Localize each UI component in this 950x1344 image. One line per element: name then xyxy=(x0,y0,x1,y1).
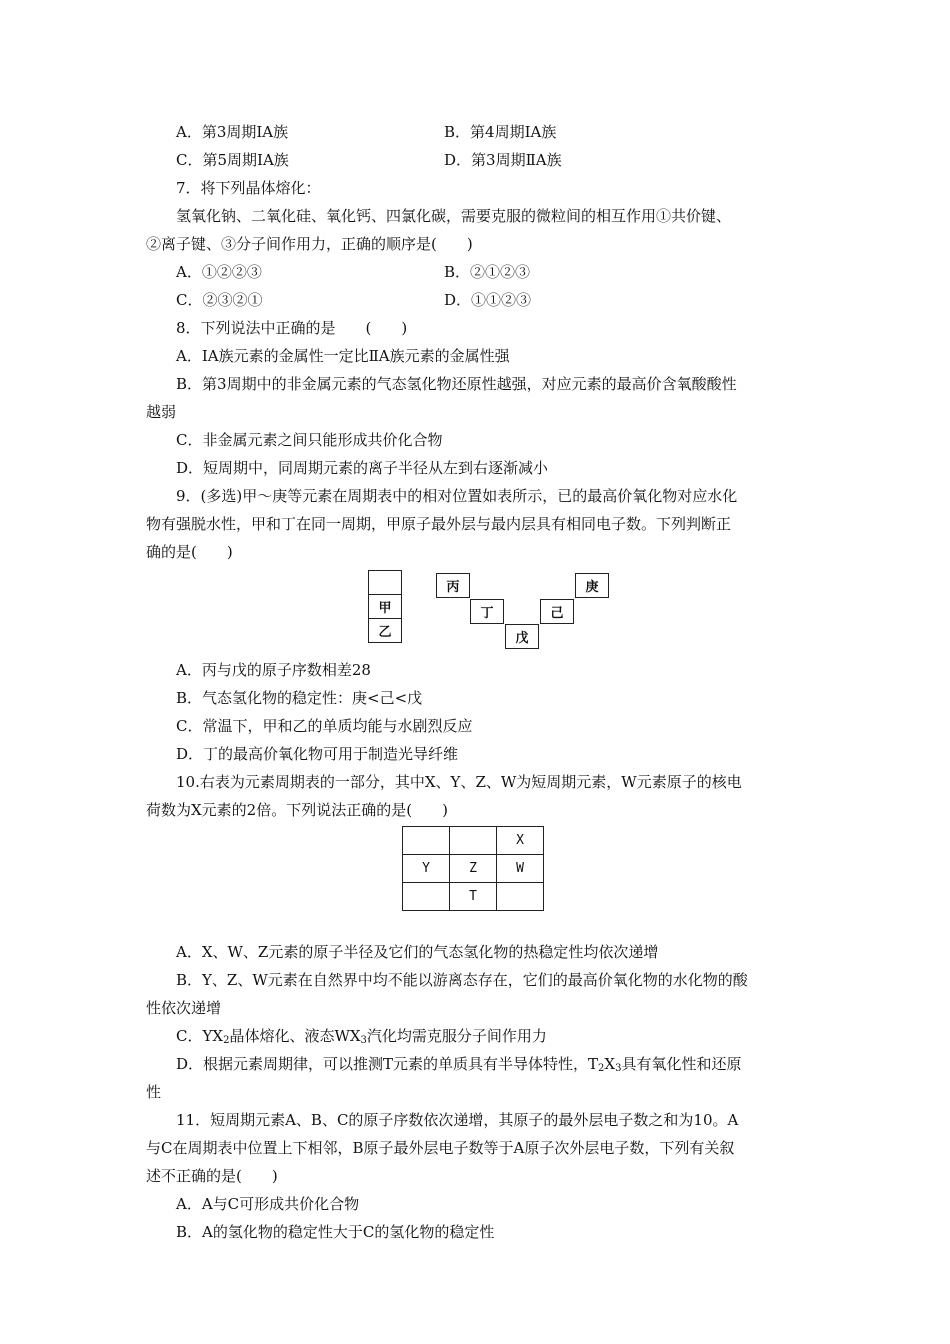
table-row xyxy=(403,855,544,883)
q7-text-line1: 氢氧化钠、二氧化硅、氧化钙、四氯化碳，需要克服的微粒间的相互作用①共价键、 xyxy=(176,207,732,225)
q10-option-c-text3: 汽化均需克服分子间作用力 xyxy=(366,1027,547,1045)
table-cell xyxy=(497,883,544,911)
element-table xyxy=(402,826,544,911)
q10-option-c-text2: 晶体熔化、液态WX xyxy=(229,1027,361,1045)
q10-text-line2: 荷数为X元素的2倍。下列说法正确的是( ) xyxy=(146,801,448,819)
table-cell: W xyxy=(497,855,544,883)
subscript: 2 xyxy=(598,1063,605,1074)
pt-cell-empty xyxy=(368,570,402,595)
q10-option-b-cont: 性依次递增 xyxy=(146,999,222,1017)
q10-option-c xyxy=(176,1026,547,1051)
q7-stem: 7．将下列晶体熔化： xyxy=(176,179,321,197)
pt-cell-yi: 乙 xyxy=(368,618,402,643)
table-cell: T xyxy=(450,883,497,911)
q8-stem: 8．下列说法中正确的是 ( ) xyxy=(176,319,408,337)
q7-text-line2: ②离子键、③分子间作用力，正确的顺序是( ) xyxy=(146,235,473,253)
pt-cell-bing: 丙 xyxy=(436,573,470,598)
q6-option-b: B．第4周期ⅠA族 xyxy=(444,123,557,141)
q10-option-c-text1: C．YX xyxy=(176,1027,224,1045)
q8-option-b-cont: 越弱 xyxy=(146,403,177,421)
q11-option-a: A．A与C可形成共价化合物 xyxy=(176,1195,360,1213)
q10-option-a: A．X、W、Z元素的原子半径及它们的气态氢化物的热稳定性均依次递增 xyxy=(176,943,659,961)
subscript: 2 xyxy=(223,1035,230,1046)
q9-option-c: C．常温下，甲和乙的单质均能与水剧烈反应 xyxy=(176,717,473,735)
q8-option-d: D．短周期中，同周期元素的离子半径从左到右逐渐减小 xyxy=(176,459,549,477)
q9-text-line3: 确的是( ) xyxy=(146,543,233,561)
table-cell: X xyxy=(497,827,544,855)
q11-text-line3: 述不正确的是( ) xyxy=(146,1167,278,1185)
q8-option-c: C．非金属元素之间只能形成共价化合物 xyxy=(176,431,443,449)
table-cell xyxy=(450,827,497,855)
pt-cell-jia: 甲 xyxy=(368,594,402,619)
pt-cell-geng: 庚 xyxy=(575,573,609,598)
table-cell: Y xyxy=(403,855,450,883)
q9-text-line2: 物有强脱水性，甲和丁在同一周期，甲原子最外层与最内层具有相同电子数。下列判断正 xyxy=(146,515,732,533)
q11-text-line1: 11．短周期元素A、B、C的原子序数依次递增，其原子的最外层电子数之和为10。A xyxy=(176,1111,739,1129)
q6-option-a: A．第3周期ⅠA族 xyxy=(176,123,289,141)
table-row xyxy=(403,827,544,855)
table-row xyxy=(403,883,544,911)
q9-text-line1: 9．(多选)甲～庚等元素在周期表中的相对位置如表所示，已的最高价氧化物对应水化 xyxy=(176,487,738,505)
q7-option-d: D．①①②③ xyxy=(444,291,532,309)
q6-option-d: D．第3周期ⅡA族 xyxy=(444,151,562,169)
table-cell: Z xyxy=(450,855,497,883)
q10-option-d-text1: D．根据元素周期律，可以推测T元素的单质具有半导体特性，T xyxy=(176,1055,599,1073)
q10-option-d xyxy=(176,1054,742,1079)
q7-option-c: C．②③②① xyxy=(176,291,263,309)
q8-option-b: B．第3周期中的非金属元素的气态氢化物还原性越强，对应元素的最高价含氧酸酸性 xyxy=(176,375,737,393)
q6-option-c: C．第5周期ⅠA族 xyxy=(176,151,289,169)
subscript: 3 xyxy=(615,1063,622,1074)
pt-cell-ding: 丁 xyxy=(470,599,504,624)
q9-option-a: A．丙与戊的原子序数相差28 xyxy=(176,661,371,679)
subscript: 3 xyxy=(360,1035,367,1046)
table-cell xyxy=(403,883,450,911)
q10-option-b: B．Y、Z、W元素在自然界中均不能以游离态存在，它们的最高价氧化物的水化物的酸 xyxy=(176,971,748,989)
periodic-table-fragment xyxy=(368,570,613,650)
q7-option-b: B．②①②③ xyxy=(444,263,531,281)
q11-option-b: B．A的氢化物的稳定性大于C的氢化物的稳定性 xyxy=(176,1223,495,1241)
pt-cell-ji: 己 xyxy=(540,599,574,624)
pt-cell-wu: 戊 xyxy=(505,624,539,649)
q11-text-line2: 与C在周期表中位置上下相邻，B原子最外层电子数等于A原子次外层电子数，下列有关叙 xyxy=(146,1139,735,1157)
q10-option-d-text2: X xyxy=(604,1055,616,1073)
q10-text-line1: 10.右表为元素周期表的一部分，其中X、Y、Z、W为短周期元素，W元素原子的核电 xyxy=(176,773,742,791)
q9-option-d: D．丁的最高价氧化物可用于制造光导纤维 xyxy=(176,745,459,763)
q9-option-b: B．气态氢化物的稳定性：庚<己<戊 xyxy=(176,689,423,707)
q8-option-a: A．ⅠA族元素的金属性一定比ⅡA族元素的金属性强 xyxy=(176,347,510,365)
q7-option-a: A．①②②③ xyxy=(176,263,262,281)
q10-option-d-cont: 性 xyxy=(146,1083,162,1101)
table-cell xyxy=(403,827,450,855)
q10-option-d-text3: 具有氧化性和还原 xyxy=(621,1055,742,1073)
